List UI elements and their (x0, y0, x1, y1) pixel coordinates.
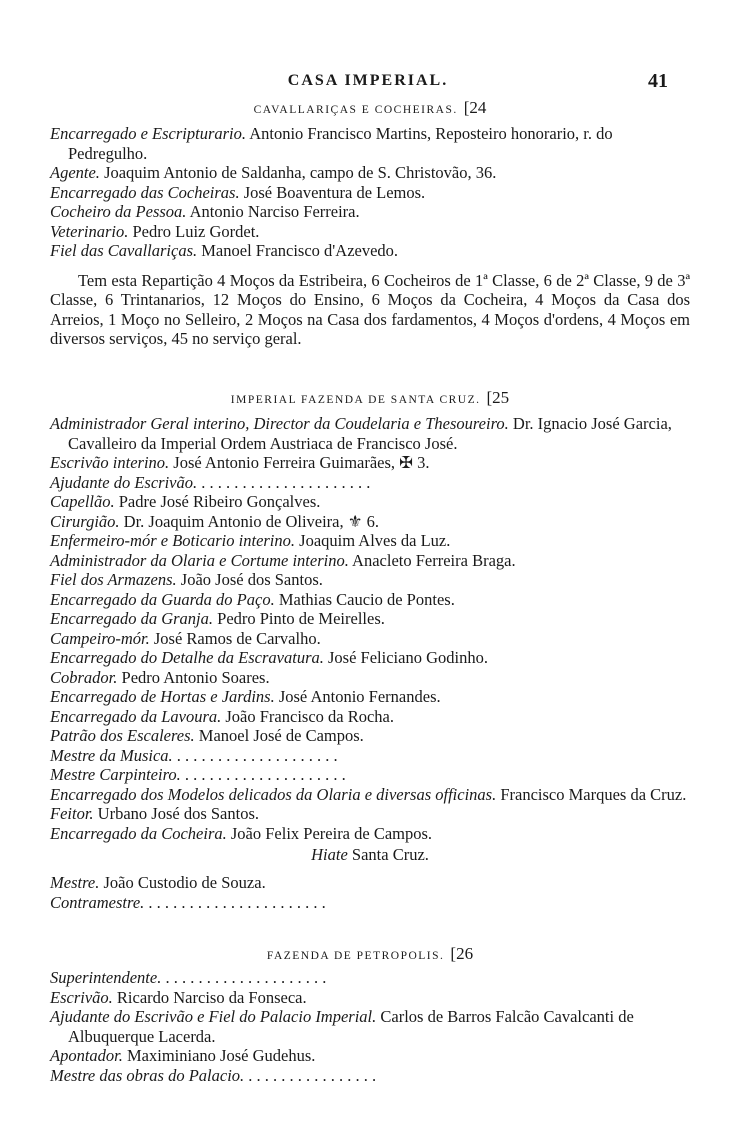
list-item (50, 804, 690, 824)
entry-text: José Ramos de Carvalho. (149, 628, 321, 648)
entry-title: Campeiro-mór. (50, 628, 150, 648)
list-item (50, 163, 690, 183)
entry-text: Maximiniano José Gudehus. (122, 1046, 316, 1065)
entry-title: Capellão. (50, 492, 115, 511)
entry-text: João José dos Santos. (176, 570, 323, 589)
subheading-italic: Hiate (311, 845, 348, 864)
entry-title: Mestre. (50, 873, 100, 892)
entry-title: Cobrador. (50, 667, 118, 687)
section-cavallaricas (50, 98, 690, 349)
entry-text: Joaquim Antonio de Saldanha, campo de S. Christovão, 36. (99, 163, 497, 182)
entry-text: Dr. Ignacio José Garcia, Cavalleiro da Imperial Ordem Austriaca de Francisco José. (68, 414, 672, 453)
entry-title: Veterinario. (50, 221, 129, 241)
list-item (50, 570, 690, 590)
entry-text: . . . . . . . . . . . . . . . . . . . . . (197, 472, 371, 492)
entry-text: Francisco Marques da Cruz. (496, 784, 687, 804)
section-heading-text: IMPERIAL FAZENDA DE SANTA CRUZ. (230, 394, 481, 406)
list-item (50, 988, 690, 1008)
entry-text: Joaquim Alves da Luz. (295, 531, 451, 550)
entry-text: . . . . . . . . . . . . . . . . . . . . (161, 968, 327, 987)
page-number: 41 (648, 70, 668, 92)
list-item (50, 1066, 690, 1086)
list-item (50, 726, 690, 746)
entry-text: Pedro Antonio Soares. (117, 667, 270, 687)
list-item (50, 765, 690, 785)
list-item (50, 824, 690, 844)
list-item (50, 590, 690, 610)
entry-title: Cirurgião. (50, 511, 120, 531)
list-item (50, 873, 690, 893)
section-heading-text: FAZENDA DE PETROPOLIS. (266, 950, 445, 962)
section-heading-text: CAVALLARIÇAS E COCHEIRAS. (253, 104, 458, 116)
entry-title: Encarregado das Cocheiras. (50, 182, 240, 202)
entry-title: Escrivão. (50, 987, 113, 1007)
entry-text: Carlos de Barros Falcão Cavalcanti de Albuquerque Lacerda. (68, 1007, 634, 1046)
section-number: [24 (463, 98, 487, 117)
list-item (50, 1046, 690, 1066)
list-item (50, 492, 690, 512)
list-item (50, 668, 690, 688)
list-item (50, 202, 690, 222)
entry-text: José Feliciano Godinho. (323, 648, 488, 667)
entry-text: Ricardo Narciso da Fonseca. (112, 987, 307, 1007)
list-item (50, 531, 690, 551)
entry-text: . . . . . . . . . . . . . . . . (244, 1065, 377, 1085)
subheading-text: Santa Cruz. (347, 845, 429, 864)
entry-title: Mestre Carpinteiro. (50, 765, 181, 784)
list-item (50, 785, 690, 805)
entry-text: Dr. Joaquim Antonio de Oliveira, ⚜ 6. (119, 511, 380, 531)
entry-title: Contramestre. (50, 892, 145, 912)
list-item (50, 629, 690, 649)
list-item (50, 707, 690, 727)
entry-title: Mestre das obras do Palacio. (50, 1065, 245, 1085)
entry-text: Manoel Francisco d'Azevedo. (197, 241, 399, 260)
subheading-hiate (50, 845, 690, 865)
list-item (50, 512, 690, 532)
list-item (50, 241, 690, 261)
entry-text: Mathias Caucio de Pontes. (274, 589, 455, 609)
entry-title: Mestre da Musica. (50, 745, 173, 765)
entry-title: Encarregado da Cocheira. (50, 823, 227, 843)
entry-text: Manoel José de Campos. (194, 726, 364, 745)
entry-title: Administrador da Olaria e Cortume interino. (50, 550, 349, 570)
entry-text: Antonio Narciso Ferreira. (186, 202, 360, 221)
entry-text: José Antonio Fernandes. (274, 687, 441, 706)
entry-title: Patrão dos Escaleres. (50, 726, 195, 745)
entry-text: Antonio Francisco Martins, Reposteiro honorario, r. do Pedregulho. (68, 124, 613, 163)
entry-text: Pedro Luiz Gordet. (128, 221, 260, 241)
list-item (50, 414, 690, 453)
entry-title: Agente. (50, 163, 100, 182)
section-number: [26 (450, 944, 474, 963)
entry-title: Encarregado de Hortas e Jardins. (50, 687, 275, 706)
list-item (50, 1007, 690, 1046)
entry-title: Feitor. (50, 804, 94, 823)
entry-title: Fiel das Cavallariças. (50, 241, 198, 260)
list-item (50, 124, 690, 163)
list-item (50, 551, 690, 571)
staff-paragraph: Tem esta Repartição 4 Moços da Estribeira, 6 Cocheiros de 1ª Classe, 6 de 2ª Classe, 9 de 3ª Classe, 6 Trintanarios, 12 Moços do Ensino, 6 Moços da Cocheira, 4 Moços da Casa dos Arreios, 1 Moço no Selleiro, 2 Moços na Casa dos fardamentos, 4 Moços d'ordens, 4 Moços em diversos serviços, 45 no serviço geral. (50, 270, 690, 348)
section-petropolis (50, 944, 690, 1085)
entry-title: Encarregado do Detalhe da Escravatura. (50, 648, 324, 667)
list-item (50, 609, 690, 629)
entry-title: Encarregado e Escripturario. (50, 124, 246, 143)
entry-title: Encarregado da Granja. (50, 609, 214, 628)
entry-text: . . . . . . . . . . . . . . . . . . . . (180, 765, 346, 784)
entry-text: João Custodio de Souza. (99, 873, 266, 892)
entry-title: Encarregado dos Modelos delicados da Olaria e diversas officinas. (50, 784, 497, 804)
entry-text: João Felix Pereira de Campos. (226, 823, 433, 843)
entry-text: José Boaventura de Lemos. (239, 182, 426, 202)
entry-title: Cocheiro da Pessoa. (50, 202, 187, 221)
section-number: [25 (486, 388, 510, 407)
list-item (50, 222, 690, 242)
entry-title: Encarregado da Lavoura. (50, 706, 222, 726)
entry-text: Pedro Pinto de Meirelles. (213, 609, 385, 628)
list-item (50, 687, 690, 707)
list-item (50, 746, 690, 766)
section-heading (50, 98, 690, 118)
entry-title: Escrivão interino. (50, 453, 170, 472)
entry-text: José Antonio Ferreira Guimarães, ✠ 3. (169, 453, 430, 472)
entry-title: Fiel dos Armazens. (50, 570, 177, 589)
list-item (50, 968, 690, 988)
entry-text: Anacleto Ferreira Braga. (348, 550, 516, 570)
section-santa-cruz (50, 388, 690, 912)
list-item (50, 648, 690, 668)
entry-title: Encarregado da Guarda do Paço. (50, 589, 275, 609)
list-item (50, 473, 690, 493)
entry-title: Ajudante do Escrivão e Fiel do Palacio Imperial. (50, 1007, 377, 1026)
entry-title: Apontador. (50, 1046, 123, 1065)
entry-text: Padre José Ribeiro Gonçalves. (114, 492, 321, 511)
entry-title: Superintendente. (50, 968, 162, 987)
list-item (50, 893, 690, 913)
section-heading (50, 388, 690, 408)
entry-title: Administrador Geral interino, Director da Coudelaria e Thesoureiro. (50, 414, 509, 433)
list-item (50, 453, 690, 473)
section-heading (50, 944, 690, 964)
entry-text: Urbano José dos Santos. (93, 804, 259, 823)
entry-text: . . . . . . . . . . . . . . . . . . . . (172, 745, 338, 765)
entry-title: Enfermeiro-mór e Boticario interino. (50, 531, 296, 550)
entry-text: . . . . . . . . . . . . . . . . . . . . . . (144, 892, 326, 912)
entry-title: Ajudante do Escrivão. (50, 472, 198, 492)
entry-text: João Francisco da Rocha. (221, 706, 395, 726)
list-item (50, 183, 690, 203)
running-head: CASA IMPERIAL. (287, 72, 449, 89)
